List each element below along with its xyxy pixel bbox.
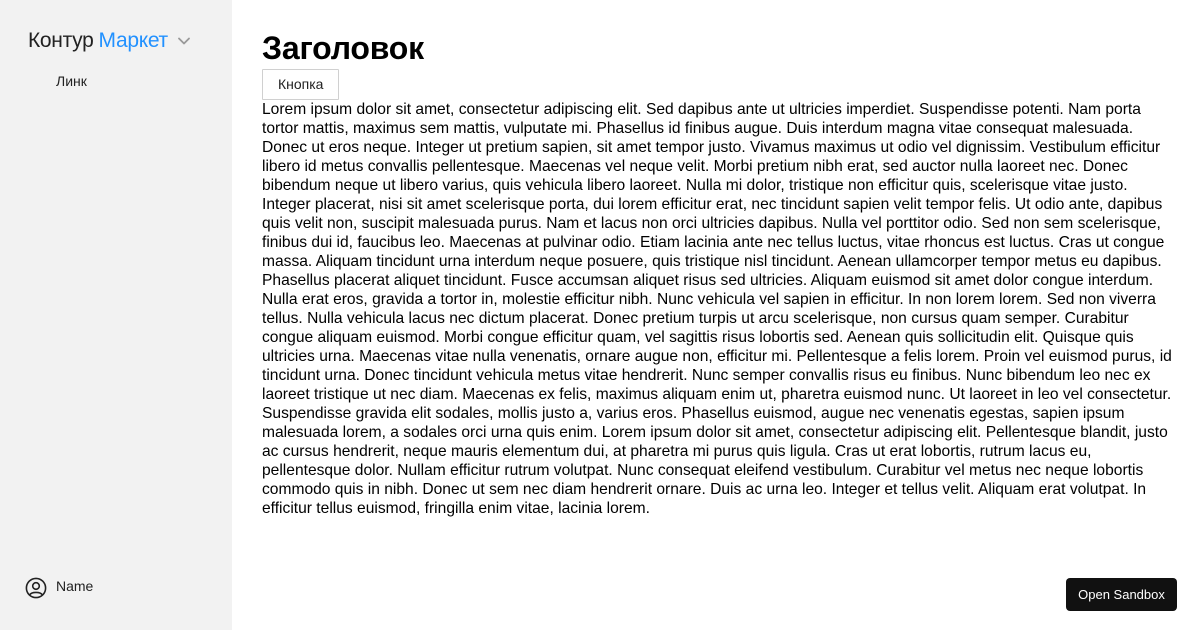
sidebar-nav-link[interactable]: Линк xyxy=(56,73,87,89)
logo-text-market: Маркет xyxy=(98,29,168,52)
chevron-down-icon xyxy=(178,37,190,45)
primary-action-button[interactable]: Кнопка xyxy=(262,69,339,100)
user-name: Name xyxy=(56,578,94,594)
user-circle-icon xyxy=(25,577,47,599)
logo-text-kontur: Контур xyxy=(28,29,94,52)
sidebar xyxy=(0,0,232,630)
page-title: Заголовок xyxy=(262,30,424,66)
body-text: Lorem ipsum dolor sit amet, consectetur adipiscing elit. Sed dapibus ante ut ultricies imperdiet. Suspendisse potenti. Nam porta tortor mattis, maximus sem mattis, vulputate mi. Phasellus id finibus augue. Duis interdum magna vitae consequat malesuada. Donec ut eros neque. Integer ut pretium sapien, sit amet tempor justo. Vivamus maximus ut odio vel dignissim. Vestibulum efficitur libero id metus convallis pellentesque. Maecenas vel neque velit. Morbi pretium nibh erat, sed auctor nulla laoreet nec. Donec bibendum neque ut libero varius, quis vehicula libero laoreet. Nulla mi dolor, tristique non efficitur quis, scelerisque vitae justo. Integer placerat, nisi sit amet scelerisque porta, dui lorem efficitur erat, nec tincidunt sapien velit tempor felis. Ut odio ante, dapibus quis velit non, suscipit malesuada purus. Nam et lacus non orci ultricies dapibus. Nulla vel porttitor odio. Sed non sem scelerisque, finibus dui id, faucibus leo. Maecenas at pulvinar odio. Etiam lacinia ante nec tellus luctus, vitae rhoncus est luctus. Cras ut congue massa. Aliquam tincidunt urna interdum neque posuere, quis tristique nisl tincidunt. Aenean ullamcorper tempor metus eu dapibus. Phasellus placerat aliquet tincidunt. Fusce accumsan aliquet risus sed ultricies. Aliquam euismod sit amet dolor congue interdum. Nulla erat eros, gravida a tortor in, molestie efficitur nibh. Nunc vehicula vel sapien in efficitur. In non lorem lorem. Sed non viverra tellus. Nulla vehicula lacus nec dictum placerat. Donec pretium turpis ut arcu scelerisque, non cursus quam semper. Curabitur congue aliquam euismod. Morbi congue efficitur quam, vel sagittis risus lobortis sed. Aenean quis sollicitudin elit. Quisque quis ultricies urna. Maecenas vitae nulla venenatis, ornare augue non, efficitur mi. Pellentesque a felis lorem. Proin vel euismod purus, id tincidunt urna. Donec tincidunt vehicula metus vitae hendrerit. Nunc semper convallis risus eu finibus. Nunc bibendum leo nec ex laoreet tristique ut nec diam. Maecenas ex felis, maximus aliquam enim ut, pharetra euismod nunc. Ut laoreet in leo vel consectetur. Suspendisse gravida elit sodales, mollis justo a, varius eros. Phasellus euismod, augue nec venenatis egestas, sapien ipsum malesuada lorem, a sodales orci urna quis enim. Lorem ipsum dolor sit amet, consectetur adipiscing elit. Pellentesque blandit, justo ac cursus hendrerit, neque mauris elementum dui, at pharetra mi purus quis ligula. Cras ut erat lobortis, rutrum lacus eu, pellentesque dolor. Nullam efficitur rutrum volutpat. Nunc consequat eleifend vestibulum. Curabitur vel metus nec neque lobortis commodo quis in nibh. Donec ut sem nec diam hendrerit ornare. Duis ac urna leo. Integer et tellus velit. Aliquam erat volutpat. In efficitur tellus euismod, fringilla enim vitae, lacinia lorem. xyxy=(262,101,1172,517)
user-menu[interactable] xyxy=(25,577,93,599)
main-content xyxy=(262,28,1172,518)
open-sandbox-button[interactable]: Open Sandbox xyxy=(1066,578,1177,611)
product-logo-switcher[interactable] xyxy=(28,27,190,55)
